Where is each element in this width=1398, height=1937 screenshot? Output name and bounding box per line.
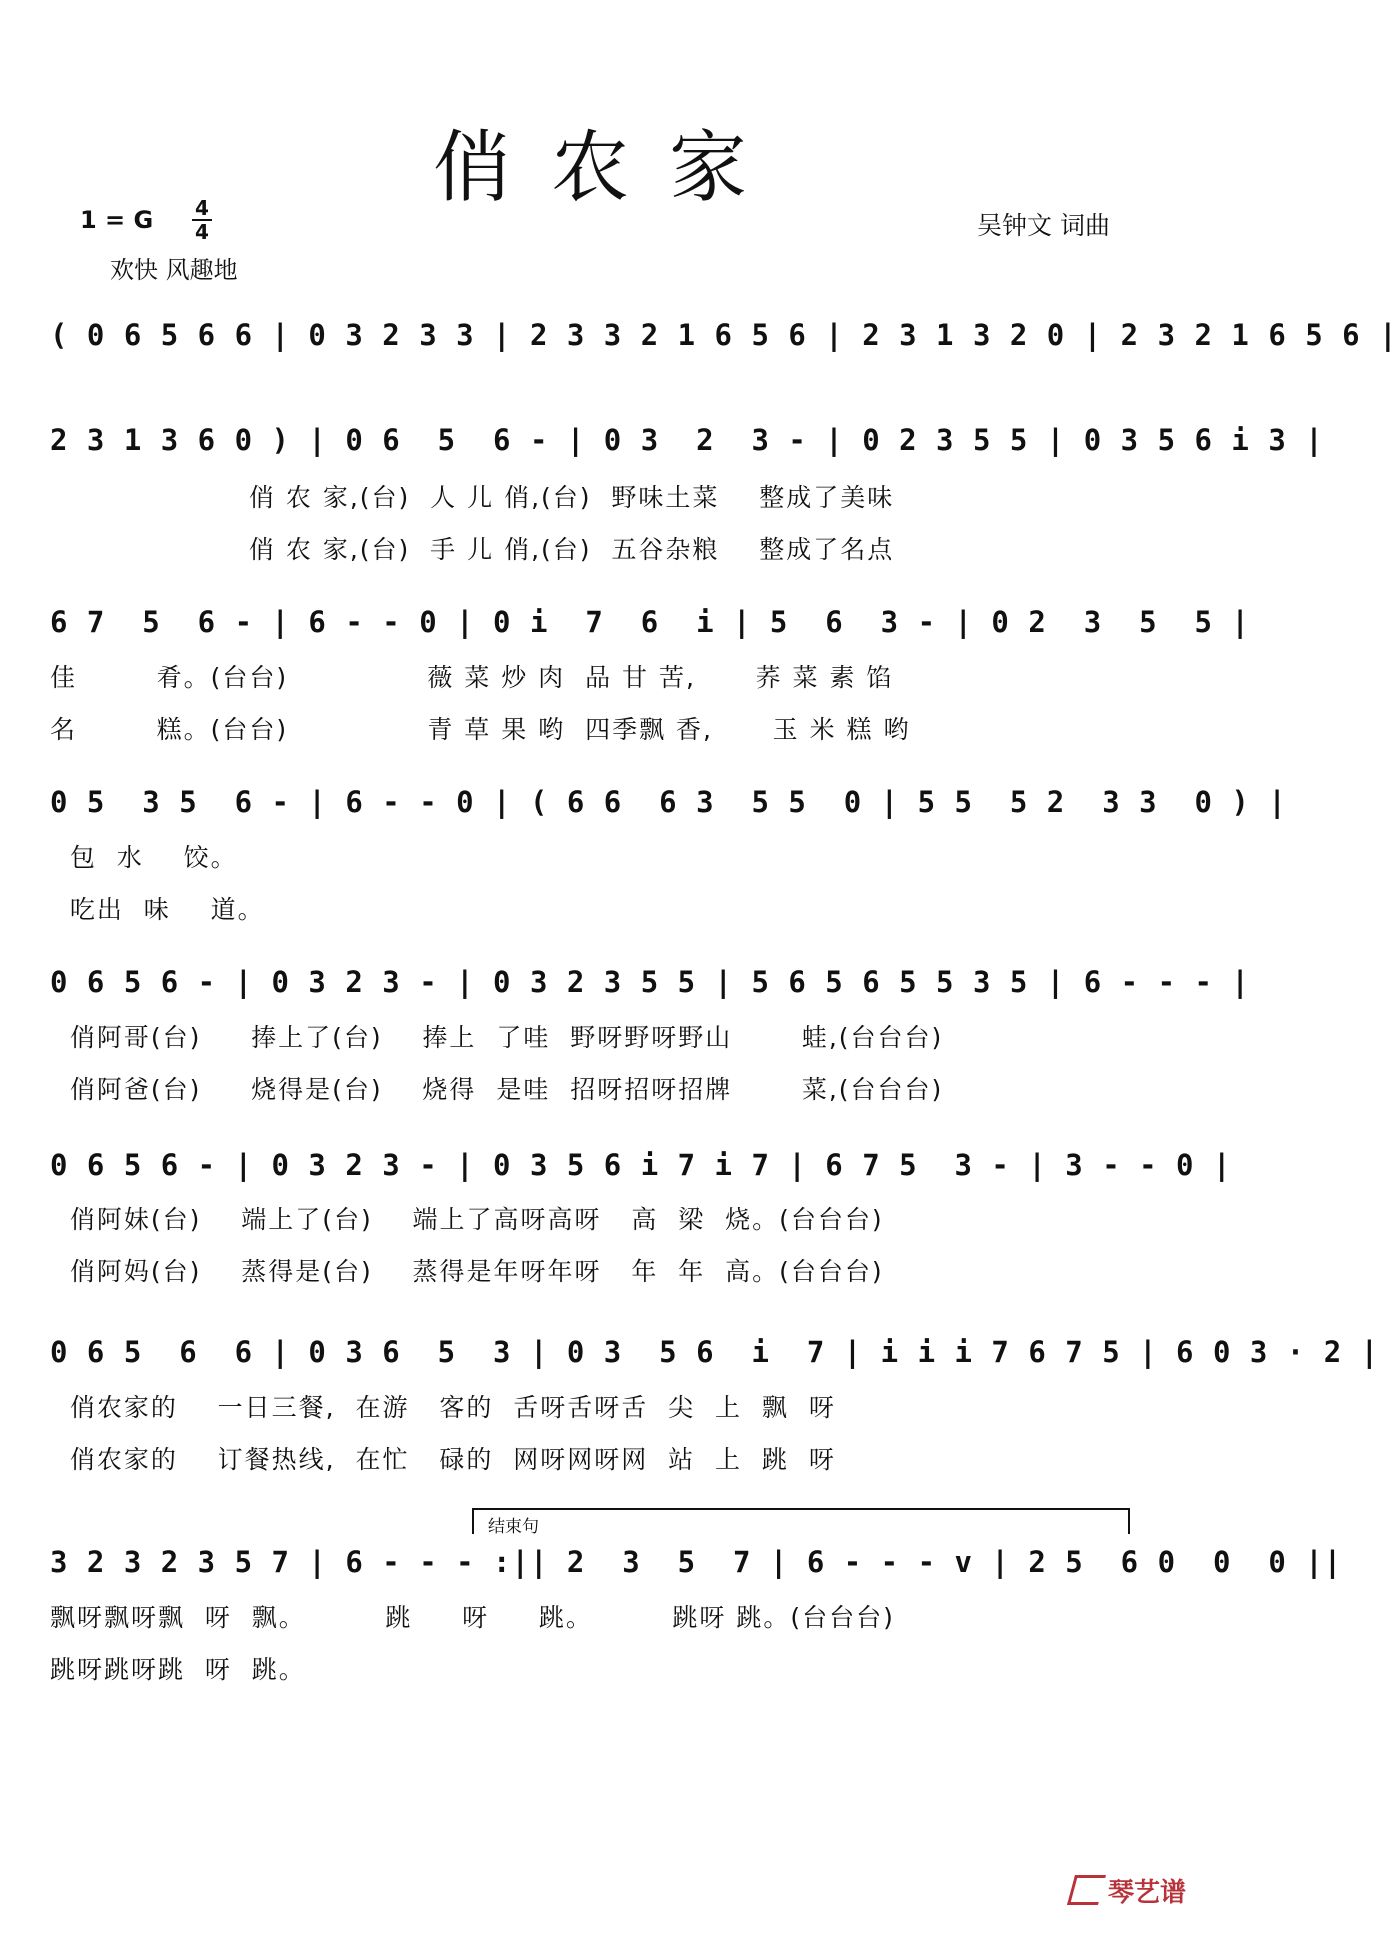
lyric-row-5-verse-1: 俏阿哥(台) 捧上了(台) 捧上 了哇 野呀野呀野山 蛙,(台台台) bbox=[50, 1023, 944, 1052]
lyric-row-3-verse-1: 佳 肴。(台台) 薇 菜 炒 肉 品 甘 苦, 荞 菜 素 馅 bbox=[50, 663, 894, 692]
lyric-row-3-verse-2: 名 糕。(台台) 青 草 果 哟 四季飘 香, 玉 米 糕 哟 bbox=[50, 715, 911, 744]
lyric-row-6-verse-2: 俏阿妈(台) 蒸得是(台) 蒸得是年呀年呀 年 年 高。(台台台) bbox=[50, 1257, 884, 1286]
key-signature: 1 = G bbox=[80, 206, 154, 234]
lyric-row-4-verse-2: 吃出 味 道。 bbox=[50, 895, 265, 924]
lyric-row-5-verse-2: 俏阿爸(台) 烧得是(台) 烧得 是哇 招呀招呀招牌 菜,(台台台) bbox=[50, 1075, 944, 1104]
notation-row-7: 0 6 5 6 6 | 0 3 6 5 3 | 0 3 5 6 i 7 | i i i 7 6 7 5 | 6 0 3 · 2 | bbox=[50, 1335, 1380, 1369]
notation-row-4: 0 5 3 5 6 - | 6 - - 0 | ( 6 6 6 3 5 5 0 | 5 5 5 2 3 3 0 ) | bbox=[50, 785, 1287, 819]
lyric-row-7-verse-1: 俏农家的 一日三餐, 在游 客的 舌呀舌呀舌 尖 上 飘 呀 bbox=[50, 1393, 836, 1422]
meter-top: 4 bbox=[195, 196, 209, 220]
composer-credit: 吴钟文 词曲 bbox=[977, 211, 1110, 240]
notation-row-2: 2 3 1 3 6 0 ) | 0 6 5 6 - | 0 3 2 3 - | 0 2 3 5 5 | 0 3 5 6 i 3 | bbox=[50, 423, 1324, 457]
tempo-marking: 欢快 风趣地 bbox=[110, 256, 238, 284]
lyric-row-8-verse-1: 飘呀飘呀飘 呀 飘。 跳 呀 跳。 跳呀 跳。(台台台) bbox=[50, 1603, 895, 1632]
lyric-row-6-verse-1: 俏阿妹(台) 端上了(台) 端上了高呀高呀 高 梁 烧。(台台台) bbox=[50, 1205, 884, 1234]
lyric-row-8-verse-2: 跳呀跳呀跳 呀 跳。 bbox=[50, 1655, 306, 1684]
lyric-row-2-verse-2: 俏 农 家,(台) 手 儿 俏,(台) 五谷杂粮 整成了名点 bbox=[50, 535, 895, 564]
lyric-row-4-verse-1: 包 水 饺。 bbox=[50, 843, 238, 872]
time-signature bbox=[192, 198, 212, 242]
ending-label: 结束句 bbox=[488, 1517, 539, 1537]
lyric-row-2-verse-1: 俏 农 家,(台) 人 儿 俏,(台) 野味土菜 整成了美味 bbox=[50, 483, 895, 512]
notation-row-5: 0 6 5 6 - | 0 3 2 3 - | 0 3 2 3 5 5 | 5 6 5 6 5 5 3 5 | 6 - - - | bbox=[50, 965, 1250, 999]
song-title: 俏农家 bbox=[432, 123, 787, 213]
brand-logo-icon bbox=[1067, 1875, 1106, 1905]
notation-row-1: ( 0 6 5 6 6 | 0 3 2 3 3 | 2 3 3 2 1 6 5 6 | 2 3 1 3 2 0 | 2 3 2 1 6 5 6 | bbox=[50, 318, 1398, 352]
lyric-row-7-verse-2: 俏农家的 订餐热线, 在忙 碌的 网呀网呀网 站 上 跳 呀 bbox=[50, 1445, 836, 1474]
watermark bbox=[1071, 1872, 1186, 1909]
notation-row-3: 6 7 5 6 - | 6 - - 0 | 0 i 7 6 i | 5 6 3 - | 0 2 3 5 5 | bbox=[50, 605, 1250, 639]
meter-bottom: 4 bbox=[195, 220, 209, 244]
notation-row-8: 3 2 3 2 3 5 7 | 6 - - - :|| 2 3 5 7 | 6 - - - v | 2 5 6 0 0 0 || bbox=[50, 1545, 1343, 1579]
ending-bracket bbox=[472, 1508, 1130, 1537]
watermark-text: 琴艺谱 bbox=[1107, 1878, 1186, 1908]
notation-row-6: 0 6 5 6 - | 0 3 2 3 - | 0 3 5 6 i 7 i 7 | 6 7 5 3 - | 3 - - 0 | bbox=[50, 1148, 1232, 1182]
